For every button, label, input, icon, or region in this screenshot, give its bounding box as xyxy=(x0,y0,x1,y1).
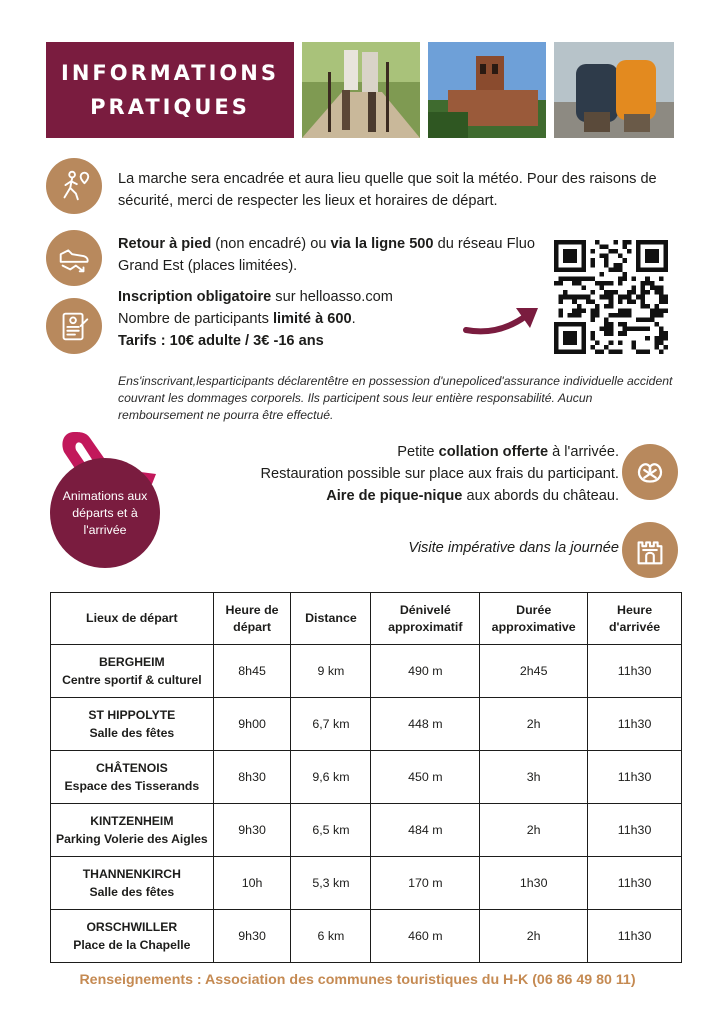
venue: Salle des fêtes xyxy=(89,726,175,740)
town: ORSCHWILLER xyxy=(86,920,178,934)
arrival-time: 11h30 xyxy=(588,857,682,910)
participants-limit: limité à 600 xyxy=(272,311,352,327)
insurance-disclaimer: Ens'inscrivant,lesparticipants déclarentêtre en possession d'unepoliced'assurance individuelle accident couvrant les dommages corporels. Ils participent sous leur entière responsabilité. Aucun remboursement ne pourra être effectué. xyxy=(118,374,673,422)
start-location xyxy=(51,910,214,963)
picnic-text: aux abords du château. xyxy=(462,488,619,504)
distance: 6,7 km xyxy=(291,698,371,751)
bus-line-label: via la ligne 500 xyxy=(330,236,434,252)
distance: 5,3 km xyxy=(291,857,371,910)
return-walk-label: Retour à pied xyxy=(118,236,212,252)
visite-text: Visite impérative dans la journée xyxy=(408,540,619,556)
header-heure-depart: Heure de départ xyxy=(213,593,291,645)
arrival-time: 11h30 xyxy=(588,645,682,698)
services-text xyxy=(260,441,619,507)
distance: 9,6 km xyxy=(291,751,371,804)
town: BERGHEIM xyxy=(98,655,165,669)
header-denivele: Dénivelé approximatif xyxy=(371,593,480,645)
depart-time: 9h30 xyxy=(213,910,291,963)
paragraph-weather: La marche sera encadrée et aura lieu quelle que soit la météo. Pour des raisons de sécurité, merci de respecter les lieux et horaires de départ. xyxy=(118,171,657,209)
venue: Salle des fêtes xyxy=(89,885,175,899)
start-location xyxy=(51,804,214,857)
table-header-row xyxy=(51,593,682,645)
venue: Parking Volerie des Aigles xyxy=(55,832,208,846)
title-line-1: INFORMATIONS xyxy=(61,61,279,85)
arrival-time: 11h30 xyxy=(588,751,682,804)
picnic-bold: Aire de pique-nique xyxy=(326,488,463,504)
title-line-2: PRATIQUES xyxy=(90,95,250,119)
backpack-photo xyxy=(554,42,674,138)
arrow-icon xyxy=(462,300,546,340)
header-distance: Distance xyxy=(291,593,371,645)
duration: 2h45 xyxy=(480,645,588,698)
return-text-2: du réseau Fluo Grand Est (places limitées). xyxy=(118,236,535,274)
distance: 9 km xyxy=(291,645,371,698)
tarifs: Tarifs : 10€ adulte / 3€ -16 ans xyxy=(118,333,324,349)
registration-site: sur helloasso.com xyxy=(271,289,393,305)
contact-footer: Renseignements : Association des communes touristiques du H-K (06 86 49 80 11) xyxy=(79,972,636,988)
start-location xyxy=(51,698,214,751)
arrival-time: 11h30 xyxy=(588,804,682,857)
venue: Place de la Chapelle xyxy=(73,938,191,952)
title-banner xyxy=(46,42,294,138)
picnic-line xyxy=(260,485,619,507)
distance: 6,5 km xyxy=(291,804,371,857)
elevation: 460 m xyxy=(371,910,480,963)
duration: 2h xyxy=(480,910,588,963)
depart-time: 9h30 xyxy=(213,804,291,857)
venue: Centre sportif & culturel xyxy=(62,673,202,687)
participants-period: . xyxy=(351,311,356,327)
elevation: 484 m xyxy=(371,804,480,857)
collation-text-1: Petite xyxy=(397,444,439,460)
table-row xyxy=(51,857,682,910)
table-row xyxy=(51,751,682,804)
duration: 2h xyxy=(480,698,588,751)
collation-bold: collation offerte xyxy=(438,444,549,460)
castle-icon xyxy=(622,522,678,578)
collation-text-2: à l'arrivée. xyxy=(548,444,619,460)
return-text-1: (non encadré) ou xyxy=(211,236,331,252)
depart-time: 8h30 xyxy=(213,751,291,804)
elevation: 170 m xyxy=(371,857,480,910)
animations-badge: Animations aux départs et à l'arrivée xyxy=(50,458,160,568)
depart-time: 9h00 xyxy=(213,698,291,751)
elevation: 450 m xyxy=(371,751,480,804)
duration: 1h30 xyxy=(480,857,588,910)
elevation: 490 m xyxy=(371,645,480,698)
town: ST HIPPOLYTE xyxy=(88,708,176,722)
collation-line xyxy=(260,441,619,463)
header-heure-arrivee: Heure d'arrivée xyxy=(588,593,682,645)
arrival-time: 11h30 xyxy=(588,698,682,751)
table-row xyxy=(51,645,682,698)
hiker-icon xyxy=(46,158,102,214)
town: KINTZENHEIM xyxy=(90,814,174,828)
elevation: 448 m xyxy=(371,698,480,751)
distance: 6 km xyxy=(291,910,371,963)
start-location xyxy=(51,751,214,804)
participants-text: Nombre de participants xyxy=(118,311,273,327)
restauration-line: Restauration possible sur place aux frais du participant. xyxy=(260,466,619,482)
header-lieux: Lieux de départ xyxy=(51,593,214,645)
routes-table xyxy=(50,592,682,963)
castle-photo xyxy=(428,42,546,138)
header-duree: Durée approximative xyxy=(480,593,588,645)
duration: 3h xyxy=(480,751,588,804)
qr-code[interactable] xyxy=(554,240,668,354)
start-location xyxy=(51,645,214,698)
registration-mandatory: Inscription obligatoire xyxy=(118,289,272,305)
town: CHÂTENOIS xyxy=(95,761,168,775)
depart-time: 8h45 xyxy=(213,645,291,698)
table-row xyxy=(51,910,682,963)
duration: 2h xyxy=(480,804,588,857)
arrival-time: 11h30 xyxy=(588,910,682,963)
depart-time: 10h xyxy=(213,857,291,910)
table-row xyxy=(51,698,682,751)
registration-form-icon xyxy=(46,298,102,354)
hikers-photo xyxy=(302,42,420,138)
shoe-icon xyxy=(46,230,102,286)
pretzel-icon xyxy=(622,444,678,500)
table-row xyxy=(51,804,682,857)
paragraph-return xyxy=(118,233,538,277)
town: THANNENKIRCH xyxy=(82,867,181,881)
venue: Espace des Tisserands xyxy=(64,779,200,793)
start-location xyxy=(51,857,214,910)
